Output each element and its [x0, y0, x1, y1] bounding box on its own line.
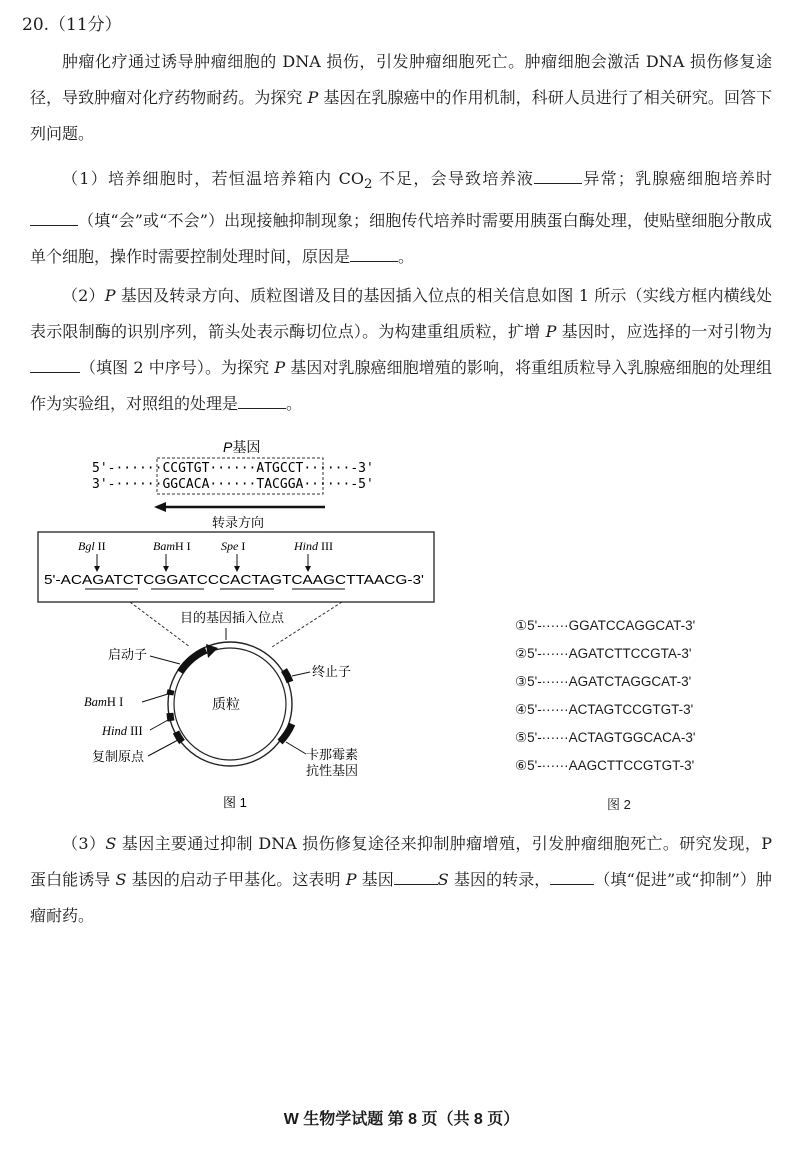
enzyme-hindiii: Hind III	[294, 539, 333, 553]
part3-text-d: 基因	[356, 870, 394, 889]
direction-label: 转录方向	[212, 515, 265, 530]
promoter-label: 启动子	[108, 647, 148, 662]
terminator-label: 终止子	[312, 664, 352, 679]
part3-text-c: 基因的启动子甲基化。这表明	[126, 870, 346, 889]
intro-text-1: 肿瘤化疗通过诱导肿瘤细胞的 DNA 损伤，引发肿瘤细胞死亡。肿瘤细胞会激活 DNA 损伤修复途径，导致肿瘤对化疗药物耐药。为探究	[30, 52, 772, 107]
part3-gene-s-2: S	[115, 870, 127, 889]
part-1	[30, 161, 772, 275]
figure-2-caption: 图 2	[607, 797, 631, 812]
part1-text-a: （1）培养细胞时，若恒温培养箱内 CO	[62, 169, 364, 188]
part2-text-c: 基因时，应选择的一对引物为	[556, 322, 772, 341]
part3-text-e: 基因的转录，	[448, 870, 551, 889]
part3-text-b: 基因主要通过抑制 DNA 损伤修复途径来抑制肿瘤增殖，引发肿瘤细胞死亡。研究发现，P 蛋白能诱导	[30, 834, 772, 889]
primer-6: ⑥5'-······AAGCTTCCGTGT-3'	[515, 758, 695, 773]
figure-1	[30, 432, 470, 822]
bamhi-leader	[142, 694, 168, 702]
hindiii-site-mark	[170, 713, 171, 721]
question-number: 20.（11分）	[22, 15, 122, 35]
answer-blank-4[interactable]	[30, 355, 80, 373]
part3-gene-s-1: S	[105, 834, 117, 853]
insert-site-label: 目的基因插入位点	[180, 610, 285, 625]
plasmid-bamhi-label: BamH I	[84, 695, 124, 709]
enzyme-spei: Spe I	[221, 539, 246, 553]
part3-gene-p: P	[345, 870, 357, 889]
part2-text-f: 。	[286, 394, 303, 413]
part2-gene-p-2: P	[545, 322, 557, 341]
terminator-segment	[284, 670, 290, 682]
answer-blank-3[interactable]	[350, 244, 398, 262]
part2-gene-p-3: P	[274, 358, 286, 377]
answer-blank-6[interactable]	[394, 867, 438, 885]
answer-blank-7[interactable]	[550, 867, 594, 885]
part3-gene-s-3: S	[437, 870, 449, 889]
part1-text-b: 不足，会导致培养液	[372, 169, 535, 188]
kan-leader	[286, 742, 306, 754]
part2-gene-p-1: P	[104, 286, 116, 305]
hindiii-leader	[150, 720, 168, 730]
figure-1-diagram	[30, 432, 470, 822]
kanamycin-label-2: 抗性基因	[306, 763, 359, 778]
kanamycin-label-1: 卡那霉素	[306, 747, 359, 762]
part1-text-e: 。	[398, 247, 415, 267]
p-gene-label: P基因	[223, 439, 261, 455]
primer-1: ①5'-······GGATCCAGGCAT-3'	[515, 618, 696, 633]
ori-label: 复制原点	[92, 749, 145, 764]
promoter-segment	[180, 650, 206, 672]
terminator-leader	[292, 672, 310, 676]
part2-text-e: 基因对乳腺癌细胞增殖的影响，将重组质粒导入乳腺癌细胞的处理组作为实验组，对照组的处理是	[30, 358, 772, 413]
promoter-leader	[150, 656, 180, 664]
enzyme-bglii: Bgl II	[78, 539, 106, 553]
plasmid-label: 质粒	[212, 696, 240, 712]
strand-bottom: 3'-······GGCACA······TACGGA······-5'	[92, 477, 374, 492]
answer-blank-1[interactable]	[534, 166, 582, 184]
part-2	[30, 278, 772, 422]
transcription-arrowhead	[154, 502, 166, 512]
part1-text-c: 异常；乳腺癌细胞培养时	[582, 169, 772, 188]
primer-4: ④5'-······ACTAGTCCGTGT-3'	[515, 702, 694, 717]
part3-text-f: （填“促进”或“抑制”）肿瘤耐药。	[30, 870, 772, 925]
primer-5: ⑤5'-······ACTAGTGGCACA-3'	[515, 730, 696, 745]
enzyme-bamhi: BamH I	[153, 539, 191, 553]
primer-2: ②5'-······AGATCTTCCGTA-3'	[515, 646, 692, 661]
intro-gene-p: P	[307, 88, 319, 107]
part3-text-a: （3）	[62, 834, 106, 853]
plasmid-hindiii-label: Hind III	[102, 724, 143, 738]
intro-text-2: 基因在乳腺癌中的作用机制，科研人员进行了相关研究。回答下列问题。	[30, 88, 772, 143]
answer-blank-5[interactable]	[238, 391, 286, 409]
ori-leader	[148, 740, 178, 756]
promoter-arrowhead	[206, 644, 218, 658]
mcs-sequence: 5'-ACAGATCTCGGATCCCACTAGTCAAGCTTAACG-3'	[44, 572, 424, 587]
question-intro	[30, 44, 772, 152]
answer-blank-2[interactable]	[30, 208, 78, 226]
part2-text-a: （2）	[62, 286, 105, 305]
bamhi-site-mark	[170, 690, 171, 695]
part2-text-b: 基因及转录方向、质粒图谱及目的基因插入位点的相关信息如图 1 所示（实线方框内横线处表示限制酶的识别序列，箭头处表示酶切位点）。为构建重组质粒，扩增	[30, 286, 772, 341]
part2-text-d: （填图 2 中序号）。为探究	[80, 358, 275, 377]
page-footer: W 生物学试题 第 8 页（共 8 页）	[283, 1111, 520, 1128]
co2-subscript: 2	[364, 177, 373, 193]
part-3	[30, 826, 772, 934]
part1-text-d: （填“会”或“不会”）出现接触抑制现象；细胞传代培养时需要用胰蛋白酶处理，使贴壁细胞分散成单个细胞，操作时需要控制处理时间，原因是	[30, 211, 772, 267]
figure-1-caption: 图 1	[223, 795, 247, 810]
primer-3: ③5'-······AGATCTAGGCAT-3'	[515, 674, 692, 689]
strand-top: 5'-······CCGTGT······ATGCCT······-3'	[92, 461, 374, 476]
figure-2	[515, 612, 775, 822]
